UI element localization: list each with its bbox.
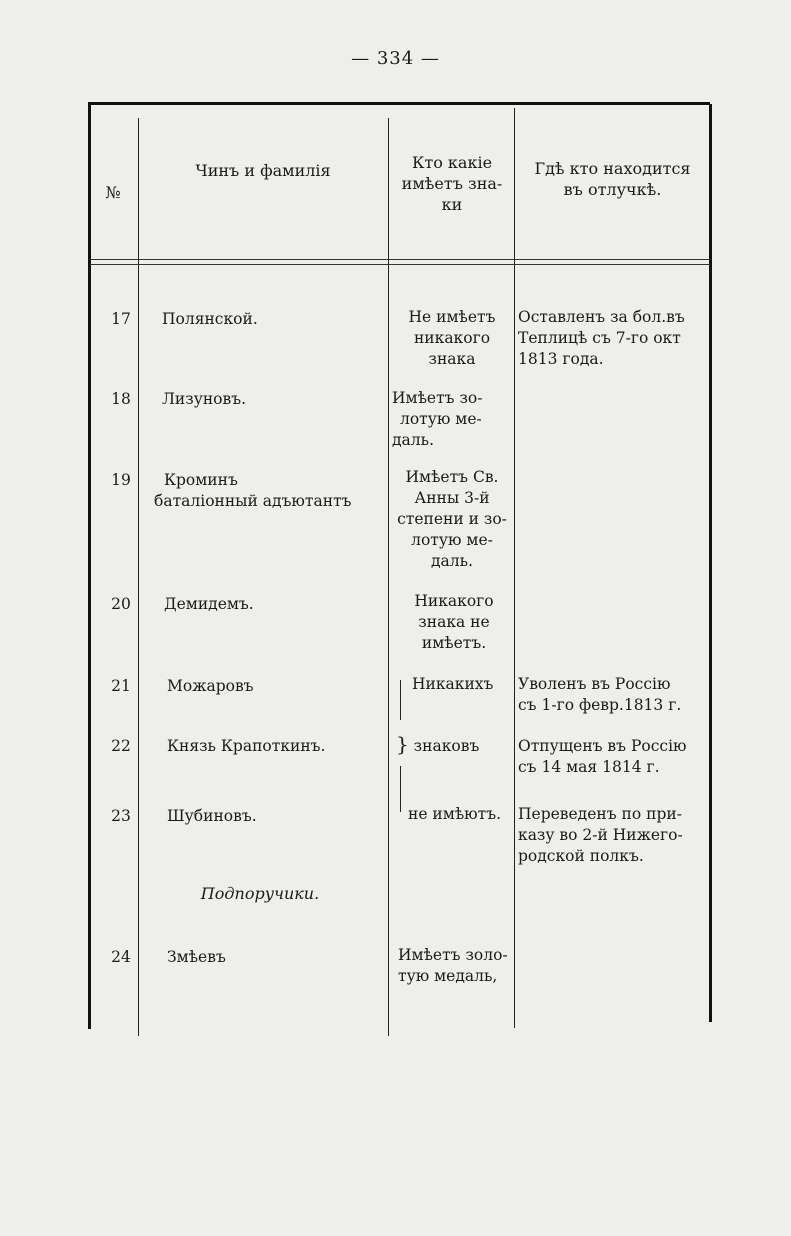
table-right-border	[709, 104, 712, 1022]
row-23-num: 23	[111, 807, 131, 825]
brace-line-upper	[400, 680, 401, 720]
section-title: Подпоручики.	[200, 884, 320, 903]
row-24-insignia: Имѣетъ золо- тую медаль,	[398, 946, 508, 985]
row-21-num: 21	[111, 677, 131, 695]
brace-line-lower	[400, 766, 401, 812]
column-divider-3	[514, 108, 515, 1028]
table-left-border	[88, 104, 91, 1029]
row-22-insignia: } знаковъ	[396, 732, 480, 756]
header-insignia: Кто какіе имѣетъ зна- ки	[401, 153, 503, 214]
row-21-insignia: Никакихъ	[412, 675, 494, 693]
column-divider-2	[388, 118, 389, 1036]
row-18-insignia: Имѣетъ зо- лотую ме- даль.	[392, 389, 483, 449]
row-22-name: Князь Крапоткинъ.	[167, 737, 326, 755]
header-location: Гдѣ кто находится въ отлучкѣ.	[534, 159, 691, 199]
header-rank-name: Чинъ и фамилія	[195, 161, 331, 180]
row-22-location: Отпущенъ въ Россію съ 14 мая 1814 г.	[518, 737, 687, 776]
row-17-num: 17	[111, 310, 131, 328]
row-20-name: Демидемъ.	[164, 595, 254, 613]
row-24-num: 24	[111, 948, 131, 966]
row-21-location: Уволенъ въ Россію съ 1-го февр.1813 г.	[518, 675, 682, 714]
table-top-rule	[88, 102, 710, 105]
page-number: — 334 —	[351, 48, 440, 69]
header-num: №	[105, 183, 121, 202]
row-20-num: 20	[111, 595, 131, 613]
row-17-location: Оставленъ за бол.въ Теплицѣ съ 7-го окт 1813 года.	[518, 308, 685, 368]
row-19-insignia: Имѣетъ Св. Анны 3-й степени и зо- лотую ме- даль.	[397, 468, 507, 570]
row-20-insignia: Никакого знака не имѣетъ.	[414, 592, 494, 652]
row-18-name: Лизуновъ.	[162, 390, 247, 408]
row-23-insignia: не имѣютъ.	[408, 805, 502, 823]
row-17-name: Полянской.	[162, 310, 258, 328]
header-rule-2	[90, 264, 710, 265]
row-19-name: Кроминъ баталіонный адъютантъ	[154, 471, 352, 510]
header-rule-1	[90, 259, 710, 260]
row-23-name: Шубиновъ.	[167, 807, 257, 825]
row-19-num: 19	[111, 471, 131, 489]
row-17-insignia: Не имѣетъ никакого знака	[408, 308, 496, 368]
row-24-name: Змѣевъ	[167, 948, 226, 966]
row-21-name: Можаровъ	[167, 677, 254, 695]
column-divider-1	[138, 118, 139, 1036]
row-23-location: Переведенъ по при- казу во 2-й Нижего- родской полкъ.	[518, 805, 683, 865]
row-22-num: 22	[111, 737, 131, 755]
row-18-num: 18	[111, 390, 131, 408]
